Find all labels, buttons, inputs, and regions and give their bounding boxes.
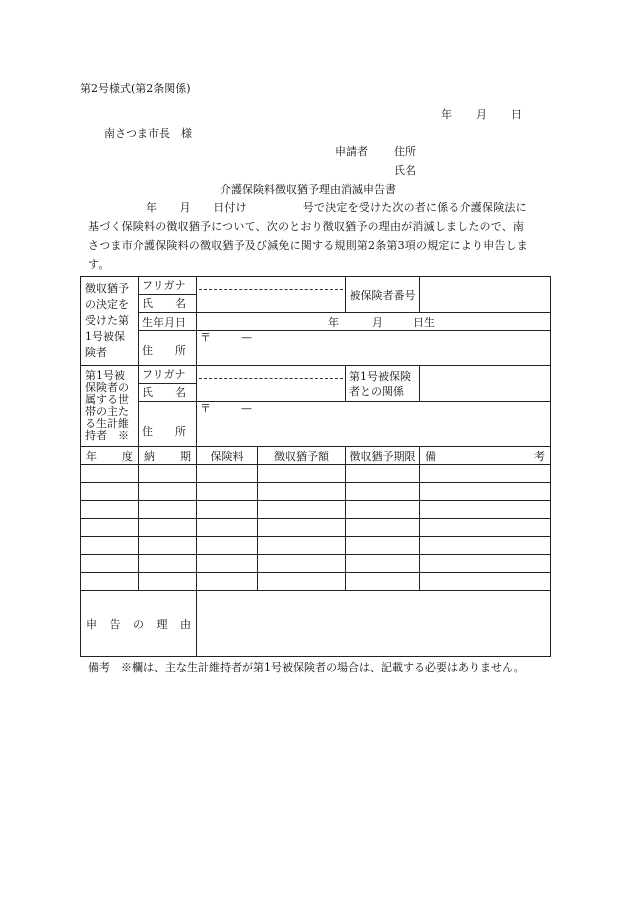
col-premium-header: 保険料 <box>197 447 258 465</box>
name-label: 氏 名 <box>139 295 197 313</box>
furigana-name-field-2[interactable] <box>197 366 346 402</box>
table-row <box>81 483 551 501</box>
declaration-text <box>88 198 554 274</box>
col-amount-header: 徴収猶予額 <box>258 447 346 465</box>
col-year-header: 年 度 <box>81 447 139 465</box>
table-row <box>81 537 551 555</box>
declaration-line: 基づく保険料の徴収猶予について、次のとおり徴収猶予の理由が消滅しましたので、南 <box>88 220 525 233</box>
applicant-name-label: 氏名 <box>394 164 416 177</box>
section1-heading: 徴収猶予 の決定を 受けた第 1号被保 険者 <box>81 277 139 366</box>
table-row <box>81 465 551 483</box>
relation-label: 第1号被保険 者との関係 <box>346 366 420 402</box>
name-label-2: 氏 名 <box>139 384 197 402</box>
furigana-label: フリガナ <box>139 277 197 295</box>
form-number: 第2号様式(第2条関係) <box>80 82 191 95</box>
col-limit-header: 徴収猶予期限 <box>346 447 420 465</box>
relation-field[interactable] <box>420 366 551 402</box>
table-row <box>81 519 551 537</box>
table-row <box>81 573 551 591</box>
applicant-label: 申請者 <box>335 145 368 158</box>
declaration-line: 年 月 日付け 号で決定を受けた次の者に係る介護保険法に <box>146 201 527 214</box>
furigana-name-field[interactable] <box>197 277 346 313</box>
address-field[interactable]: 〒 — <box>197 331 551 366</box>
birthdate-field[interactable]: 年 月 日生 <box>197 313 551 331</box>
insured-number-label: 被保険者番号 <box>346 277 420 313</box>
address-label: 住 所 <box>139 331 197 366</box>
date-day: 日 <box>511 108 522 121</box>
reason-field[interactable] <box>197 591 551 657</box>
address-field-2[interactable]: 〒 — <box>197 402 551 447</box>
addressee: 南さつま市長 様 <box>104 127 192 140</box>
table-row <box>81 555 551 573</box>
reason-label: 申 告 の 理 由 <box>81 591 197 657</box>
address-label-2: 住 所 <box>139 402 197 447</box>
insured-number-field[interactable] <box>420 277 551 313</box>
application-table <box>80 276 551 657</box>
section2-heading: 第1号被 保険者の 属する世 帯の主た る生計維 持者 ※ <box>81 366 139 447</box>
col-remarks-header: 備 考 <box>420 447 551 465</box>
form-title: 介護保険料徴収猶予理由消滅申告書 <box>220 183 396 196</box>
furigana-label-2: フリガナ <box>139 366 197 384</box>
date-year: 年 <box>441 108 452 121</box>
applicant-address-label: 住所 <box>394 145 416 158</box>
table-row <box>81 501 551 519</box>
birthdate-label: 生年月日 <box>139 313 197 331</box>
declaration-line: さつま市介護保険料の徴収猶予及び減免に関する規則第2条第3項の規定により申告しま <box>88 239 528 252</box>
col-period-header: 納 期 <box>139 447 197 465</box>
declaration-line: す。 <box>88 258 110 271</box>
footer-note: 備考 ※欄は、主な生計維持者が第1号被保険者の場合は、記載する必要はありません。 <box>88 661 525 674</box>
date-month: 月 <box>476 108 487 121</box>
